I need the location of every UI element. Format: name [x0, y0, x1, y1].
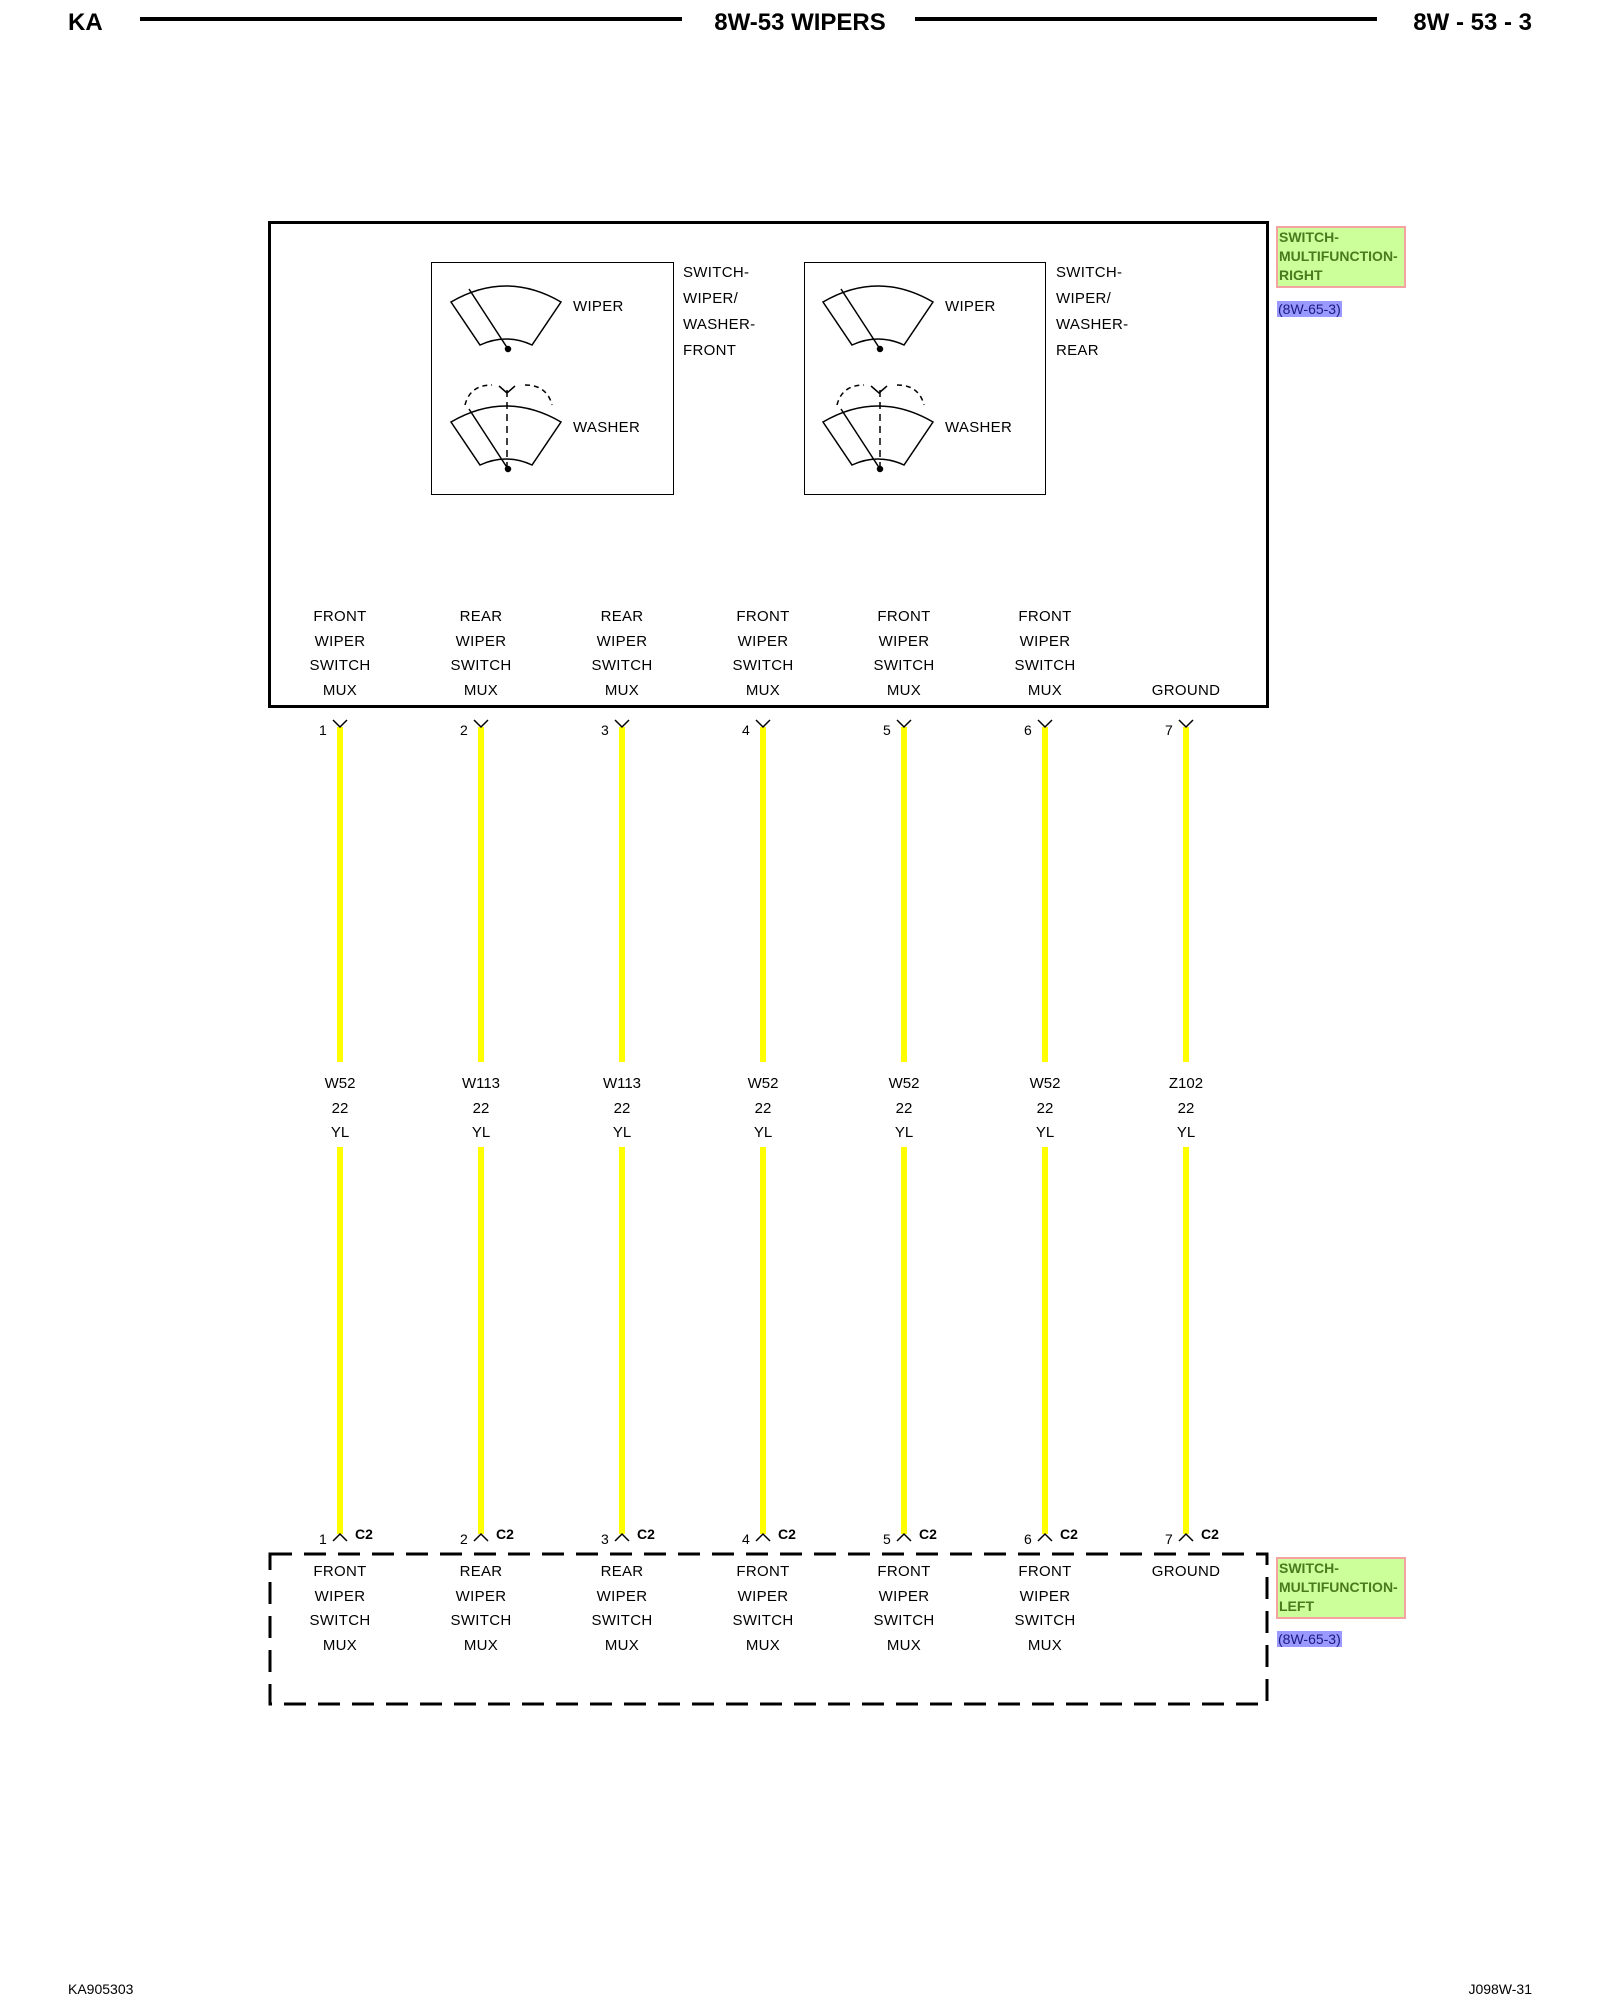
top-pin-label-line: MUX — [1027, 681, 1063, 699]
bottom-connector-id: C2 — [355, 1526, 373, 1542]
top-pin-label-line: FRONT — [1018, 608, 1072, 625]
wire-color: YL — [753, 1124, 773, 1141]
wire-color: YL — [330, 1124, 350, 1141]
bottom-connector-id: C2 — [919, 1526, 937, 1542]
wire-circuit: W52 — [888, 1075, 920, 1092]
bottom-pin-label-line: MUX — [1027, 1636, 1063, 1654]
bottom-pin-label-line: SWITCH — [450, 1612, 512, 1629]
top-pin-label-line: WIPER — [878, 632, 930, 650]
bottom-pin-number: 3 — [601, 1531, 609, 1547]
top-pin-number: 6 — [1024, 722, 1032, 738]
top-pin-label-line: MUX — [745, 681, 781, 699]
bottom-pin-label-line: WIPER — [737, 1587, 789, 1605]
wire-color: YL — [894, 1124, 914, 1141]
bottom-pin-label-line: SWITCH — [1014, 1612, 1076, 1629]
wire-circuit: Z102 — [1168, 1075, 1204, 1092]
top-pin-label-line: WIPER — [737, 632, 789, 650]
bottom-pin-label — [844, 1560, 964, 1658]
bottom-pin-label — [421, 1560, 541, 1658]
bottom-pin-label — [985, 1560, 1105, 1658]
bottom-connector-id: C2 — [1201, 1526, 1219, 1542]
wire-gauge: 22 — [331, 1099, 349, 1117]
top-pin-label-line: SWITCH — [591, 657, 653, 674]
bottom-pin-label — [562, 1560, 682, 1658]
bottom-pin-label-line: MUX — [463, 1636, 499, 1654]
wire-color: YL — [612, 1124, 632, 1141]
top-pin-label-line: WIPER — [596, 632, 648, 650]
top-pin-number: 2 — [460, 722, 468, 738]
wire-gauge: 22 — [472, 1099, 490, 1117]
wire-gauge: 22 — [754, 1099, 772, 1117]
bottom-pin-label — [703, 1560, 823, 1658]
wire-color: YL — [1176, 1124, 1196, 1141]
wire-circuit: W52 — [747, 1075, 779, 1092]
multifunction-switch-left-ref: SWITCH- MULTIFUNCTION- LEFT — [1276, 1557, 1406, 1619]
bottom-pin-label-line: SWITCH — [591, 1612, 653, 1629]
rear-washer-label: WASHER — [945, 419, 1013, 436]
bottom-pin-label-line: FRONT — [877, 1563, 931, 1580]
bottom-connector-id: C2 — [1060, 1526, 1078, 1542]
footer-left-code: KA905303 — [68, 1981, 134, 1997]
bottom-pin-number: 4 — [742, 1531, 750, 1547]
bottom-pin-number: 1 — [319, 1531, 327, 1547]
top-pin-label-line: FRONT — [877, 608, 931, 625]
multifunction-switch-right-link[interactable]: (8W-65-3) — [1278, 301, 1341, 317]
top-pin-label-line: FRONT — [313, 608, 367, 625]
top-pin-label-line: WIPER — [455, 632, 507, 650]
wire-gauge: 22 — [613, 1099, 631, 1117]
footer-right-code: J098W-31 — [1468, 1981, 1532, 1997]
top-pin-number: 3 — [601, 722, 609, 738]
bottom-pin-number: 5 — [883, 1531, 891, 1547]
wire-color: YL — [1035, 1124, 1055, 1141]
wire-circuit: W52 — [324, 1075, 356, 1092]
bottom-connector-id: C2 — [637, 1526, 655, 1542]
bottom-pin-label-line: SWITCH — [732, 1612, 794, 1629]
rear-wiper-label: WIPER — [945, 298, 996, 315]
bottom-pin-number: 7 — [1165, 1531, 1173, 1547]
bottom-pin-label-line: WIPER — [596, 1587, 648, 1605]
bottom-pin-number: 6 — [1024, 1531, 1032, 1547]
bottom-pin-label-line: MUX — [604, 1636, 640, 1654]
top-pin-label-line: REAR — [600, 608, 644, 625]
bottom-pin-label-line: GROUND — [1151, 1563, 1221, 1580]
top-pin-label-line: MUX — [463, 681, 499, 699]
top-pin-number: 5 — [883, 722, 891, 738]
header-left-code: KA — [68, 9, 103, 36]
bottom-pin-label-line: SWITCH — [309, 1612, 371, 1629]
bottom-pin-label-line: MUX — [886, 1636, 922, 1654]
rear-switch-name: SWITCH- WIPER/ WASHER- REAR — [1056, 264, 1129, 359]
top-pin-label-line: MUX — [604, 681, 640, 699]
bottom-pin-label-line: FRONT — [1018, 1563, 1072, 1580]
wire-circuit: W113 — [602, 1075, 642, 1092]
top-pin-label-line: GROUND — [1151, 681, 1221, 699]
bottom-pin-label-line: WIPER — [878, 1587, 930, 1605]
bottom-pin-label — [280, 1560, 400, 1658]
bottom-pin-number: 2 — [460, 1531, 468, 1547]
top-pin-label-line: SWITCH — [309, 657, 371, 674]
page-title: 8W-53 WIPERS — [714, 9, 886, 36]
top-pin-number: 4 — [742, 722, 750, 738]
top-pin-label-line: SWITCH — [732, 657, 794, 674]
top-pin-label-line: FRONT — [736, 608, 790, 625]
top-pin-label-line: SWITCH — [450, 657, 512, 674]
top-pin-number: 1 — [319, 722, 327, 738]
bottom-connector-id: C2 — [778, 1526, 796, 1542]
bottom-pin-label-line: REAR — [459, 1563, 503, 1580]
wire-gauge: 22 — [895, 1099, 913, 1117]
bottom-pin-label-line: FRONT — [313, 1563, 367, 1580]
top-pin-label-line: MUX — [322, 681, 358, 699]
bottom-pin-label-line: REAR — [600, 1563, 644, 1580]
wire-gauge: 22 — [1177, 1099, 1195, 1117]
top-pin-label-line: WIPER — [1019, 632, 1071, 650]
wire-circuit: W52 — [1029, 1075, 1061, 1092]
top-pin-label-line: MUX — [886, 681, 922, 699]
multifunction-switch-left-link-wrap — [1277, 1631, 1342, 1649]
bottom-connector-id: C2 — [496, 1526, 514, 1542]
bottom-pin-label-line: FRONT — [736, 1563, 790, 1580]
top-pin-label-line: REAR — [459, 608, 503, 625]
top-pin-label-line: WIPER — [314, 632, 366, 650]
bottom-pin-label-line: MUX — [745, 1636, 781, 1654]
bottom-pin-label-line: WIPER — [1019, 1587, 1071, 1605]
bottom-pin-label — [1126, 1560, 1246, 1585]
front-wiper-label: WIPER — [573, 298, 624, 315]
wire-circuit: W113 — [461, 1075, 501, 1092]
bottom-pin-label-line: MUX — [322, 1636, 358, 1654]
front-washer-label: WASHER — [573, 419, 641, 436]
top-pin-label-line: SWITCH — [873, 657, 935, 674]
bottom-pin-label-line: WIPER — [314, 1587, 366, 1605]
bottom-pin-label-line: SWITCH — [873, 1612, 935, 1629]
multifunction-switch-left-link[interactable]: (8W-65-3) — [1278, 1631, 1341, 1647]
multifunction-switch-right-ref: SWITCH- MULTIFUNCTION- RIGHT — [1276, 226, 1406, 288]
page-number: 8W - 53 - 3 — [1413, 9, 1532, 36]
wire-gauge: 22 — [1036, 1099, 1054, 1117]
front-switch-name: SWITCH- WIPER/ WASHER- FRONT — [683, 264, 756, 359]
wire-color: YL — [471, 1124, 491, 1141]
top-pin-number: 7 — [1165, 722, 1173, 738]
bottom-pin-label-line: WIPER — [455, 1587, 507, 1605]
top-pin-label-line: SWITCH — [1014, 657, 1076, 674]
